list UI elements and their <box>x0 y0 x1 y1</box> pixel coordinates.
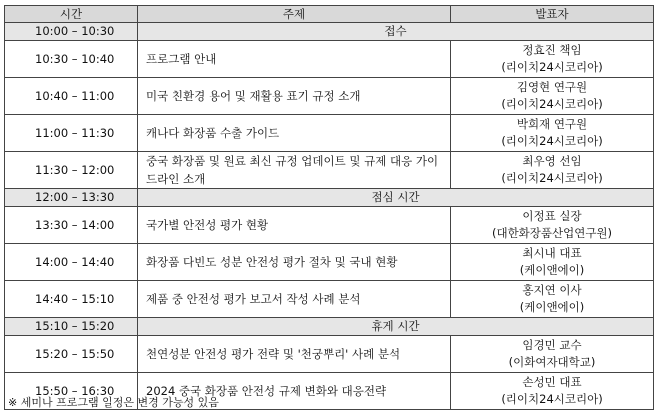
presenter-org: (리이치24시코리아) <box>501 60 603 74</box>
row-time: 14:00 – 14:40 <box>5 244 138 281</box>
header-presenter: 발표자 <box>451 6 654 23</box>
row-presenter <box>451 244 654 281</box>
row-time: 15:20 – 15:50 <box>5 336 138 373</box>
table-row <box>5 78 654 115</box>
presenter-org: (대한화장품산업연구원) <box>491 226 613 240</box>
table-header-row <box>5 6 654 23</box>
table-row-break <box>5 23 654 41</box>
row-topic: 미국 친환경 용어 및 재활용 표기 규정 소개 <box>138 78 451 115</box>
row-topic: 제품 중 안전성 평가 보고서 작성 사례 분석 <box>138 281 451 318</box>
row-time: 10:40 – 11:00 <box>5 78 138 115</box>
row-topic: 2024 중국 화장품 안전성 규제 변화와 대응전략 <box>138 373 451 410</box>
table-row <box>5 207 654 244</box>
row-topic: 점심 시간 <box>138 189 654 207</box>
header-time: 시간 <box>5 6 138 23</box>
row-presenter <box>451 152 654 189</box>
presenter-org: (케이앤에이) <box>519 263 585 277</box>
row-presenter <box>451 336 654 373</box>
presenter-name: 최우영 선임 <box>522 154 582 168</box>
presenter-org: (리이치24시코리아) <box>501 97 603 111</box>
presenter-name: 임경민 교수 <box>522 338 582 352</box>
row-presenter <box>451 41 654 78</box>
row-time: 10:00 – 10:30 <box>5 23 138 41</box>
presenter-name: 홍지연 이사 <box>522 283 582 297</box>
row-time: 11:30 – 12:00 <box>5 152 138 189</box>
row-topic: 중국 화장품 및 원료 최신 규정 업데이트 및 규제 대응 가이드라인 소개 <box>138 152 451 189</box>
presenter-org: (리이치24시코리아) <box>501 171 603 185</box>
table-row <box>5 281 654 318</box>
row-time: 13:30 – 14:00 <box>5 207 138 244</box>
table-row <box>5 244 654 281</box>
row-time: 14:40 – 15:10 <box>5 281 138 318</box>
row-time: 15:50 – 16:30 <box>5 373 138 410</box>
presenter-org: (리이치24시코리아) <box>501 134 603 148</box>
table-row <box>5 41 654 78</box>
row-presenter <box>451 78 654 115</box>
header-topic: 주제 <box>138 6 451 23</box>
presenter-name: 최시내 대표 <box>522 246 582 260</box>
presenter-org: (케이앤에이) <box>519 300 585 314</box>
presenter-name: 이정표 실장 <box>522 209 582 223</box>
schedule-note: ※ 세미나 프로그램 일정은 변경 가능성 있음 <box>8 396 219 409</box>
presenter-name: 김영현 연구원 <box>516 80 588 94</box>
presenter-org: (리이치24시코리아) <box>501 392 603 406</box>
row-presenter <box>451 281 654 318</box>
row-topic: 천연성분 안전성 평가 전략 및 '천궁뿌리' 사례 분석 <box>138 336 451 373</box>
presenter-name: 박희재 연구원 <box>516 117 588 131</box>
presenter-org: (이화여자대학교) <box>508 355 596 369</box>
row-topic: 프로그램 안내 <box>138 41 451 78</box>
row-topic: 접수 <box>138 23 654 41</box>
table-row-break <box>5 318 654 336</box>
seminar-schedule-table <box>4 5 654 410</box>
row-topic: 휴게 시간 <box>138 318 654 336</box>
table-row <box>5 115 654 152</box>
table-row-break <box>5 189 654 207</box>
presenter-name: 손성민 대표 <box>522 375 582 389</box>
row-time: 10:30 – 10:40 <box>5 41 138 78</box>
row-topic: 캐나다 화장품 수출 가이드 <box>138 115 451 152</box>
presenter-name: 정효진 책임 <box>522 43 582 57</box>
row-presenter <box>451 207 654 244</box>
row-time: 12:00 – 13:30 <box>5 189 138 207</box>
row-time: 11:00 – 11:30 <box>5 115 138 152</box>
row-time: 15:10 – 15:20 <box>5 318 138 336</box>
table-row <box>5 336 654 373</box>
row-presenter <box>451 115 654 152</box>
table-row <box>5 152 654 189</box>
row-presenter <box>451 373 654 410</box>
row-topic: 국가별 안전성 평가 현황 <box>138 207 451 244</box>
row-topic: 화장품 다빈도 성분 안전성 평가 절차 및 국내 현황 <box>138 244 451 281</box>
